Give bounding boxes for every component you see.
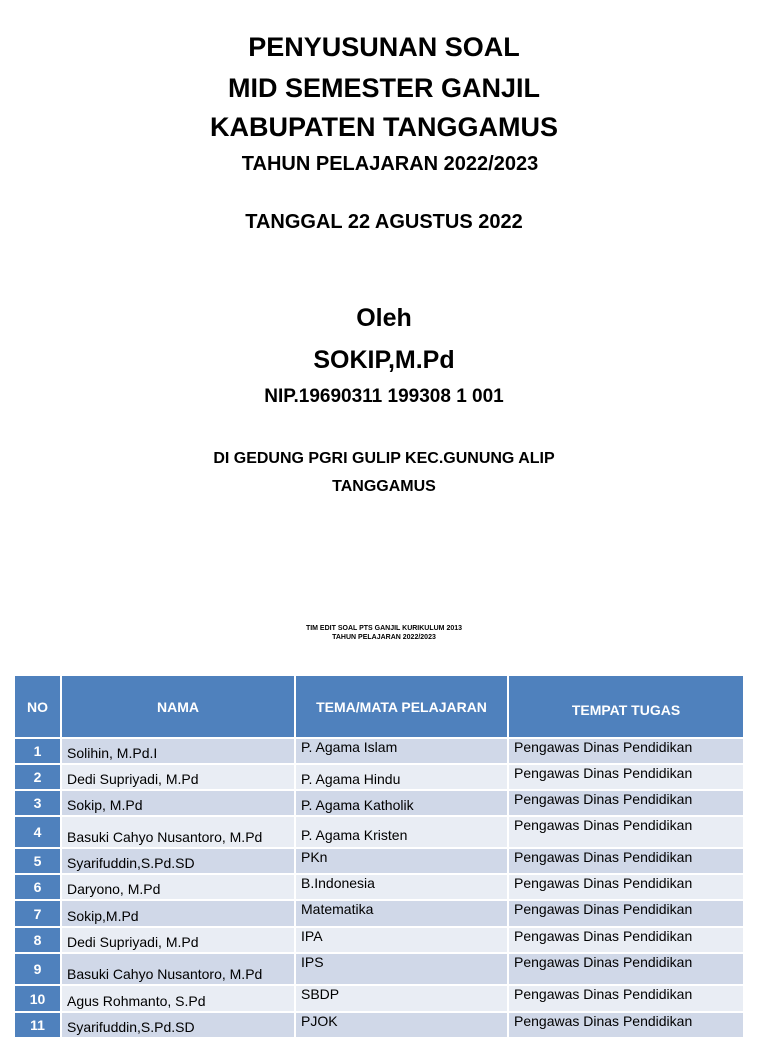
row-tema: Matematika (295, 900, 508, 927)
row-tempat: Pengawas Dinas Pendidikan (508, 816, 744, 848)
row-tema: SBDP (295, 985, 508, 1012)
row-nama: Dedi Supriyadi, M.Pd (61, 927, 295, 953)
table-row (15, 927, 744, 953)
row-tema: B.Indonesia (295, 874, 508, 900)
table-row (15, 816, 744, 848)
table-row (15, 953, 744, 985)
row-number: 8 (15, 927, 61, 953)
event-date: TANGGAL 22 AGUSTUS 2022 (245, 211, 523, 233)
row-nama: Syarifuddin,S.Pd.SD (61, 1012, 295, 1038)
table-row (15, 985, 744, 1012)
row-tempat: Pengawas Dinas Pendidikan (508, 985, 744, 1012)
table-row (15, 1012, 744, 1038)
team-table (15, 676, 745, 1039)
header-no: NO (15, 676, 61, 738)
table-header-row (15, 676, 744, 738)
row-number: 1 (15, 738, 61, 764)
table-row (15, 764, 744, 790)
row-nama: Solihin, M.Pd.I (61, 738, 295, 764)
header-tema: TEMA/MATA PELAJARAN (295, 676, 508, 738)
by-label: Oleh (356, 304, 412, 332)
row-number: 3 (15, 790, 61, 816)
row-tempat: Pengawas Dinas Pendidikan (508, 764, 744, 790)
table-row (15, 900, 744, 927)
row-tema: PJOK (295, 1012, 508, 1038)
row-nama: Syarifuddin,S.Pd.SD (61, 848, 295, 874)
location-line-2: TANGGAMUS (332, 478, 436, 495)
header-tempat: TEMPAT TUGAS (508, 676, 744, 738)
author-nip: NIP.19690311 199308 1 001 (264, 386, 504, 407)
row-number: 5 (15, 848, 61, 874)
row-tema: P. Agama Hindu (295, 764, 508, 790)
row-nama: Sokip,M.Pd (61, 900, 295, 927)
row-number: 7 (15, 900, 61, 927)
row-nama: Dedi Supriyadi, M.Pd (61, 764, 295, 790)
location-line-1: DI GEDUNG PGRI GULIP KEC.GUNUNG ALIP (213, 450, 555, 467)
row-tempat: Pengawas Dinas Pendidikan (508, 738, 744, 764)
row-tempat: Pengawas Dinas Pendidikan (508, 953, 744, 985)
row-nama: Daryono, M.Pd (61, 874, 295, 900)
team-title-line-2: TAHUN PELAJARAN 2022/2023 (332, 634, 436, 641)
row-tema: IPA (295, 927, 508, 953)
header-nama: NAMA (61, 676, 295, 738)
row-tema: P. Agama Kristen (295, 816, 508, 848)
school-year: TAHUN PELAJARAN 2022/2023 (241, 153, 539, 175)
row-tema: P. Agama Katholik (295, 790, 508, 816)
row-tempat: Pengawas Dinas Pendidikan (508, 790, 744, 816)
row-number: 10 (15, 985, 61, 1012)
table-body (15, 738, 744, 1038)
author-name: SOKIP,M.Pd (313, 346, 455, 374)
row-tempat: Pengawas Dinas Pendidikan (508, 927, 744, 953)
row-number: 2 (15, 764, 61, 790)
row-nama: Agus Rohmanto, S.Pd (61, 985, 295, 1012)
table-row (15, 848, 744, 874)
row-tempat: Pengawas Dinas Pendidikan (508, 900, 744, 927)
row-tempat: Pengawas Dinas Pendidikan (508, 848, 744, 874)
row-number: 11 (15, 1012, 61, 1038)
row-tempat: Pengawas Dinas Pendidikan (508, 1012, 744, 1038)
row-number: 9 (15, 953, 61, 985)
row-tema: PKn (295, 848, 508, 874)
title-line-2: MID SEMESTER GANJIL (227, 73, 541, 103)
row-nama: Basuki Cahyo Nusantoro, M.Pd (61, 953, 295, 985)
row-number: 4 (15, 816, 61, 848)
row-tema: P. Agama Islam (295, 738, 508, 764)
row-nama: Basuki Cahyo Nusantoro, M.Pd (61, 816, 295, 848)
row-tempat: Pengawas Dinas Pendidikan (508, 874, 744, 900)
table-row (15, 874, 744, 900)
team-title-line-1: TIM EDIT SOAL PTS GANJIL KURIKULUM 2013 (305, 625, 463, 632)
row-number: 6 (15, 874, 61, 900)
row-tema: IPS (295, 953, 508, 985)
table-row (15, 790, 744, 816)
title-line-1: PENYUSUNAN SOAL (248, 32, 520, 62)
title-line-3: KABUPATEN TANGGAMUS (210, 112, 558, 142)
row-nama: Sokip, M.Pd (61, 790, 295, 816)
table-row (15, 738, 744, 764)
